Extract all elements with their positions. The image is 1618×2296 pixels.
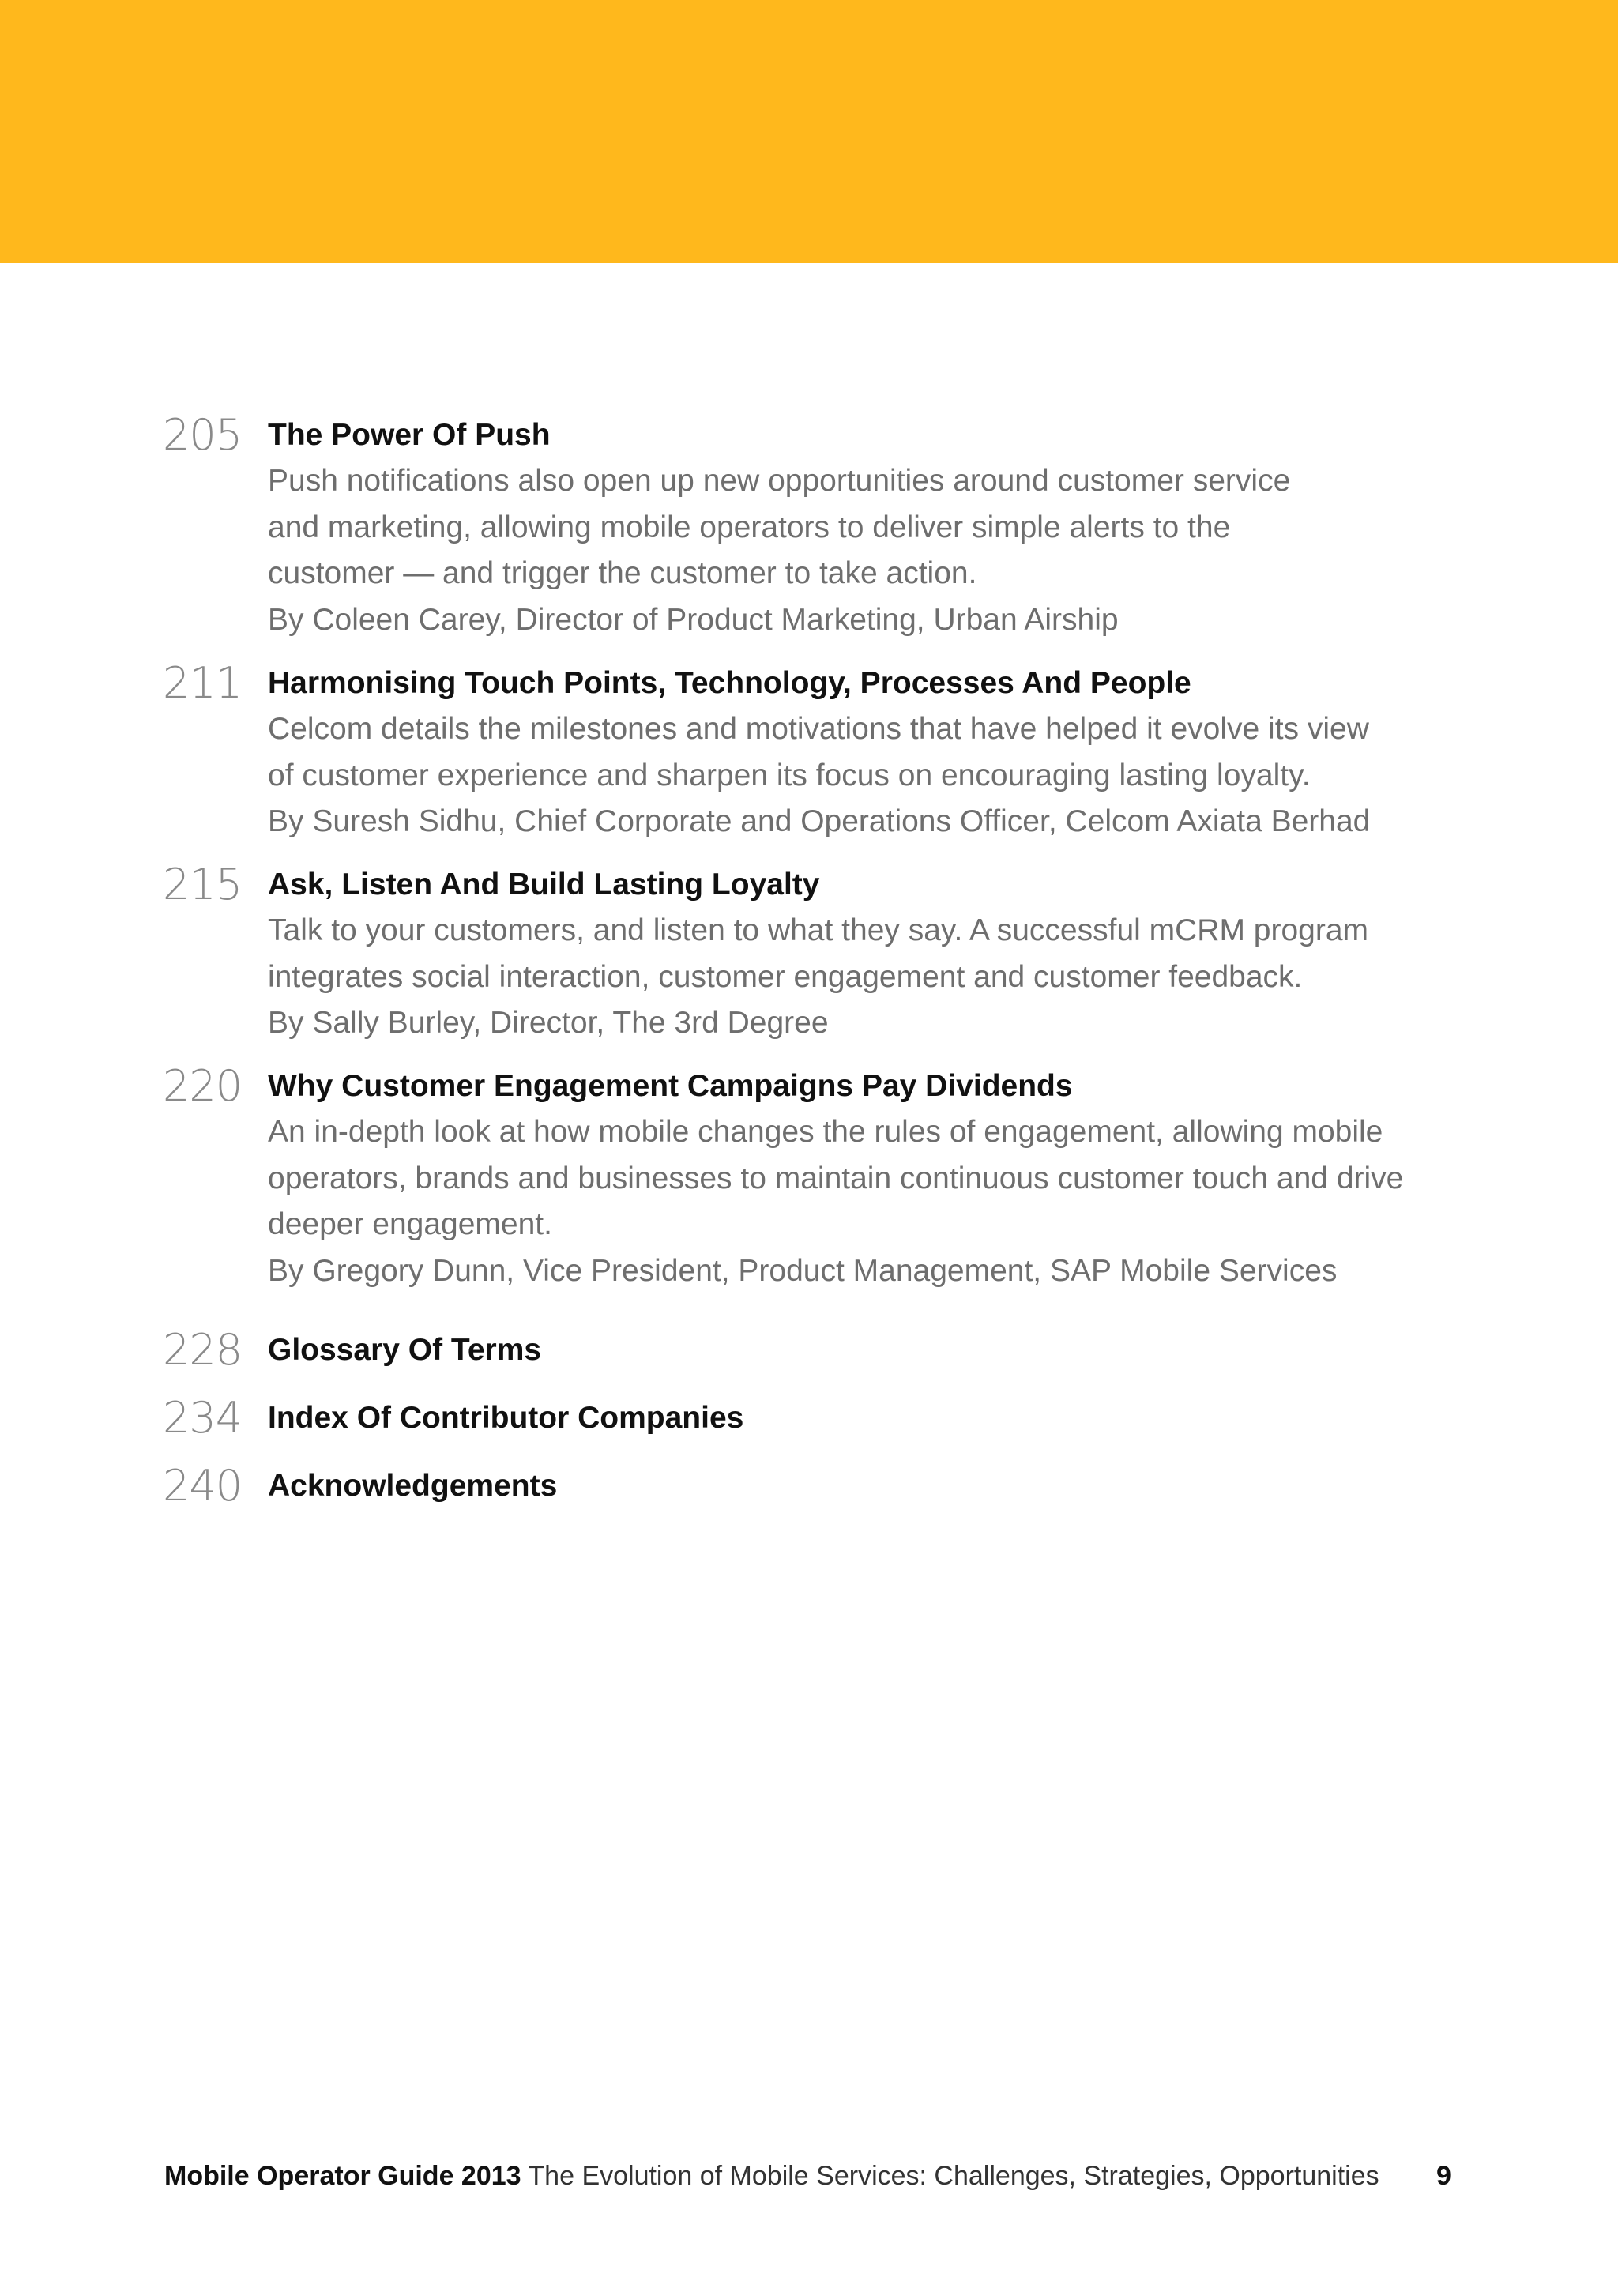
toc-entry-author: By Gregory Dunn, Vice President, Product Management, SAP Mobile Services — [268, 1253, 1338, 1288]
toc-entry-body — [268, 1395, 1469, 1441]
toc-entry-description: Celcom details the milestones and motivations that have helped it evolve its view of customer experience and sharpen its focus on encouraging lasting loyalty. — [268, 712, 1369, 792]
toc-page-number: 234 — [163, 1393, 243, 1443]
toc-entry-body — [268, 1327, 1469, 1373]
toc-entry-title[interactable]: The Power Of Push — [268, 418, 551, 452]
toc-page-number: 220 — [163, 1061, 243, 1111]
toc-entry-title[interactable]: Index Of Contributor Companies — [268, 1401, 744, 1435]
toc-entry-title[interactable]: Why Customer Engagement Campaigns Pay Dividends — [268, 1069, 1073, 1103]
toc-entry-title[interactable]: Harmonising Touch Points, Technology, Processes And People — [268, 666, 1191, 700]
toc-entry-description: Talk to your customers, and listen to what they say. A successful mCRM program integrates social interaction, customer engagement and customer feedback. — [268, 913, 1368, 994]
toc-page-number: 215 — [163, 860, 243, 909]
toc-entry-body — [268, 1063, 1469, 1294]
toc-entry-author: By Sally Burley, Director, The 3rd Degree — [268, 1006, 829, 1040]
toc-page-number: 211 — [163, 658, 243, 708]
toc-entry-body — [268, 412, 1469, 643]
toc-page-number: 205 — [163, 410, 243, 460]
toc-entry-description: An in-depth look at how mobile changes the rules of engagement, allowing mobile operators, brands and businesses to maintain continuous customer touch and drive deeper engagement. — [268, 1115, 1404, 1241]
toc-entry-description: Push notifications also open up new opportunities around customer service and marketing, allowing mobile operators to deliver simple alerts to the customer — and trigger the customer to take action. — [268, 464, 1291, 590]
toc-entry-body — [268, 661, 1469, 845]
toc-page-number: 228 — [163, 1325, 243, 1375]
toc-entry-body — [268, 862, 1469, 1047]
footer-subtitle: The Evolution of Mobile Services: Challenges, Strategies, Opportunities — [528, 2161, 1379, 2191]
header-color-band — [0, 0, 1618, 263]
footer-publication: Mobile Operator Guide 2013 — [164, 2161, 521, 2191]
toc-entry-author: By Coleen Carey, Director of Product Marketing, Urban Airship — [268, 602, 1119, 637]
page-footer — [164, 2157, 1452, 2195]
toc-entry-title[interactable]: Ask, Listen And Build Lasting Loyalty — [268, 868, 820, 901]
toc-entry-title[interactable]: Acknowledgements — [268, 1469, 558, 1503]
footer-page-number: 9 — [1436, 2161, 1451, 2191]
toc-entry-body — [268, 1463, 1469, 1509]
toc-page-number: 240 — [163, 1461, 243, 1511]
toc-entry-author: By Suresh Sidhu, Chief Corporate and Operations Officer, Celcom Axiata Berhad — [268, 804, 1371, 838]
toc-entry-title[interactable]: Glossary Of Terms — [268, 1333, 542, 1367]
